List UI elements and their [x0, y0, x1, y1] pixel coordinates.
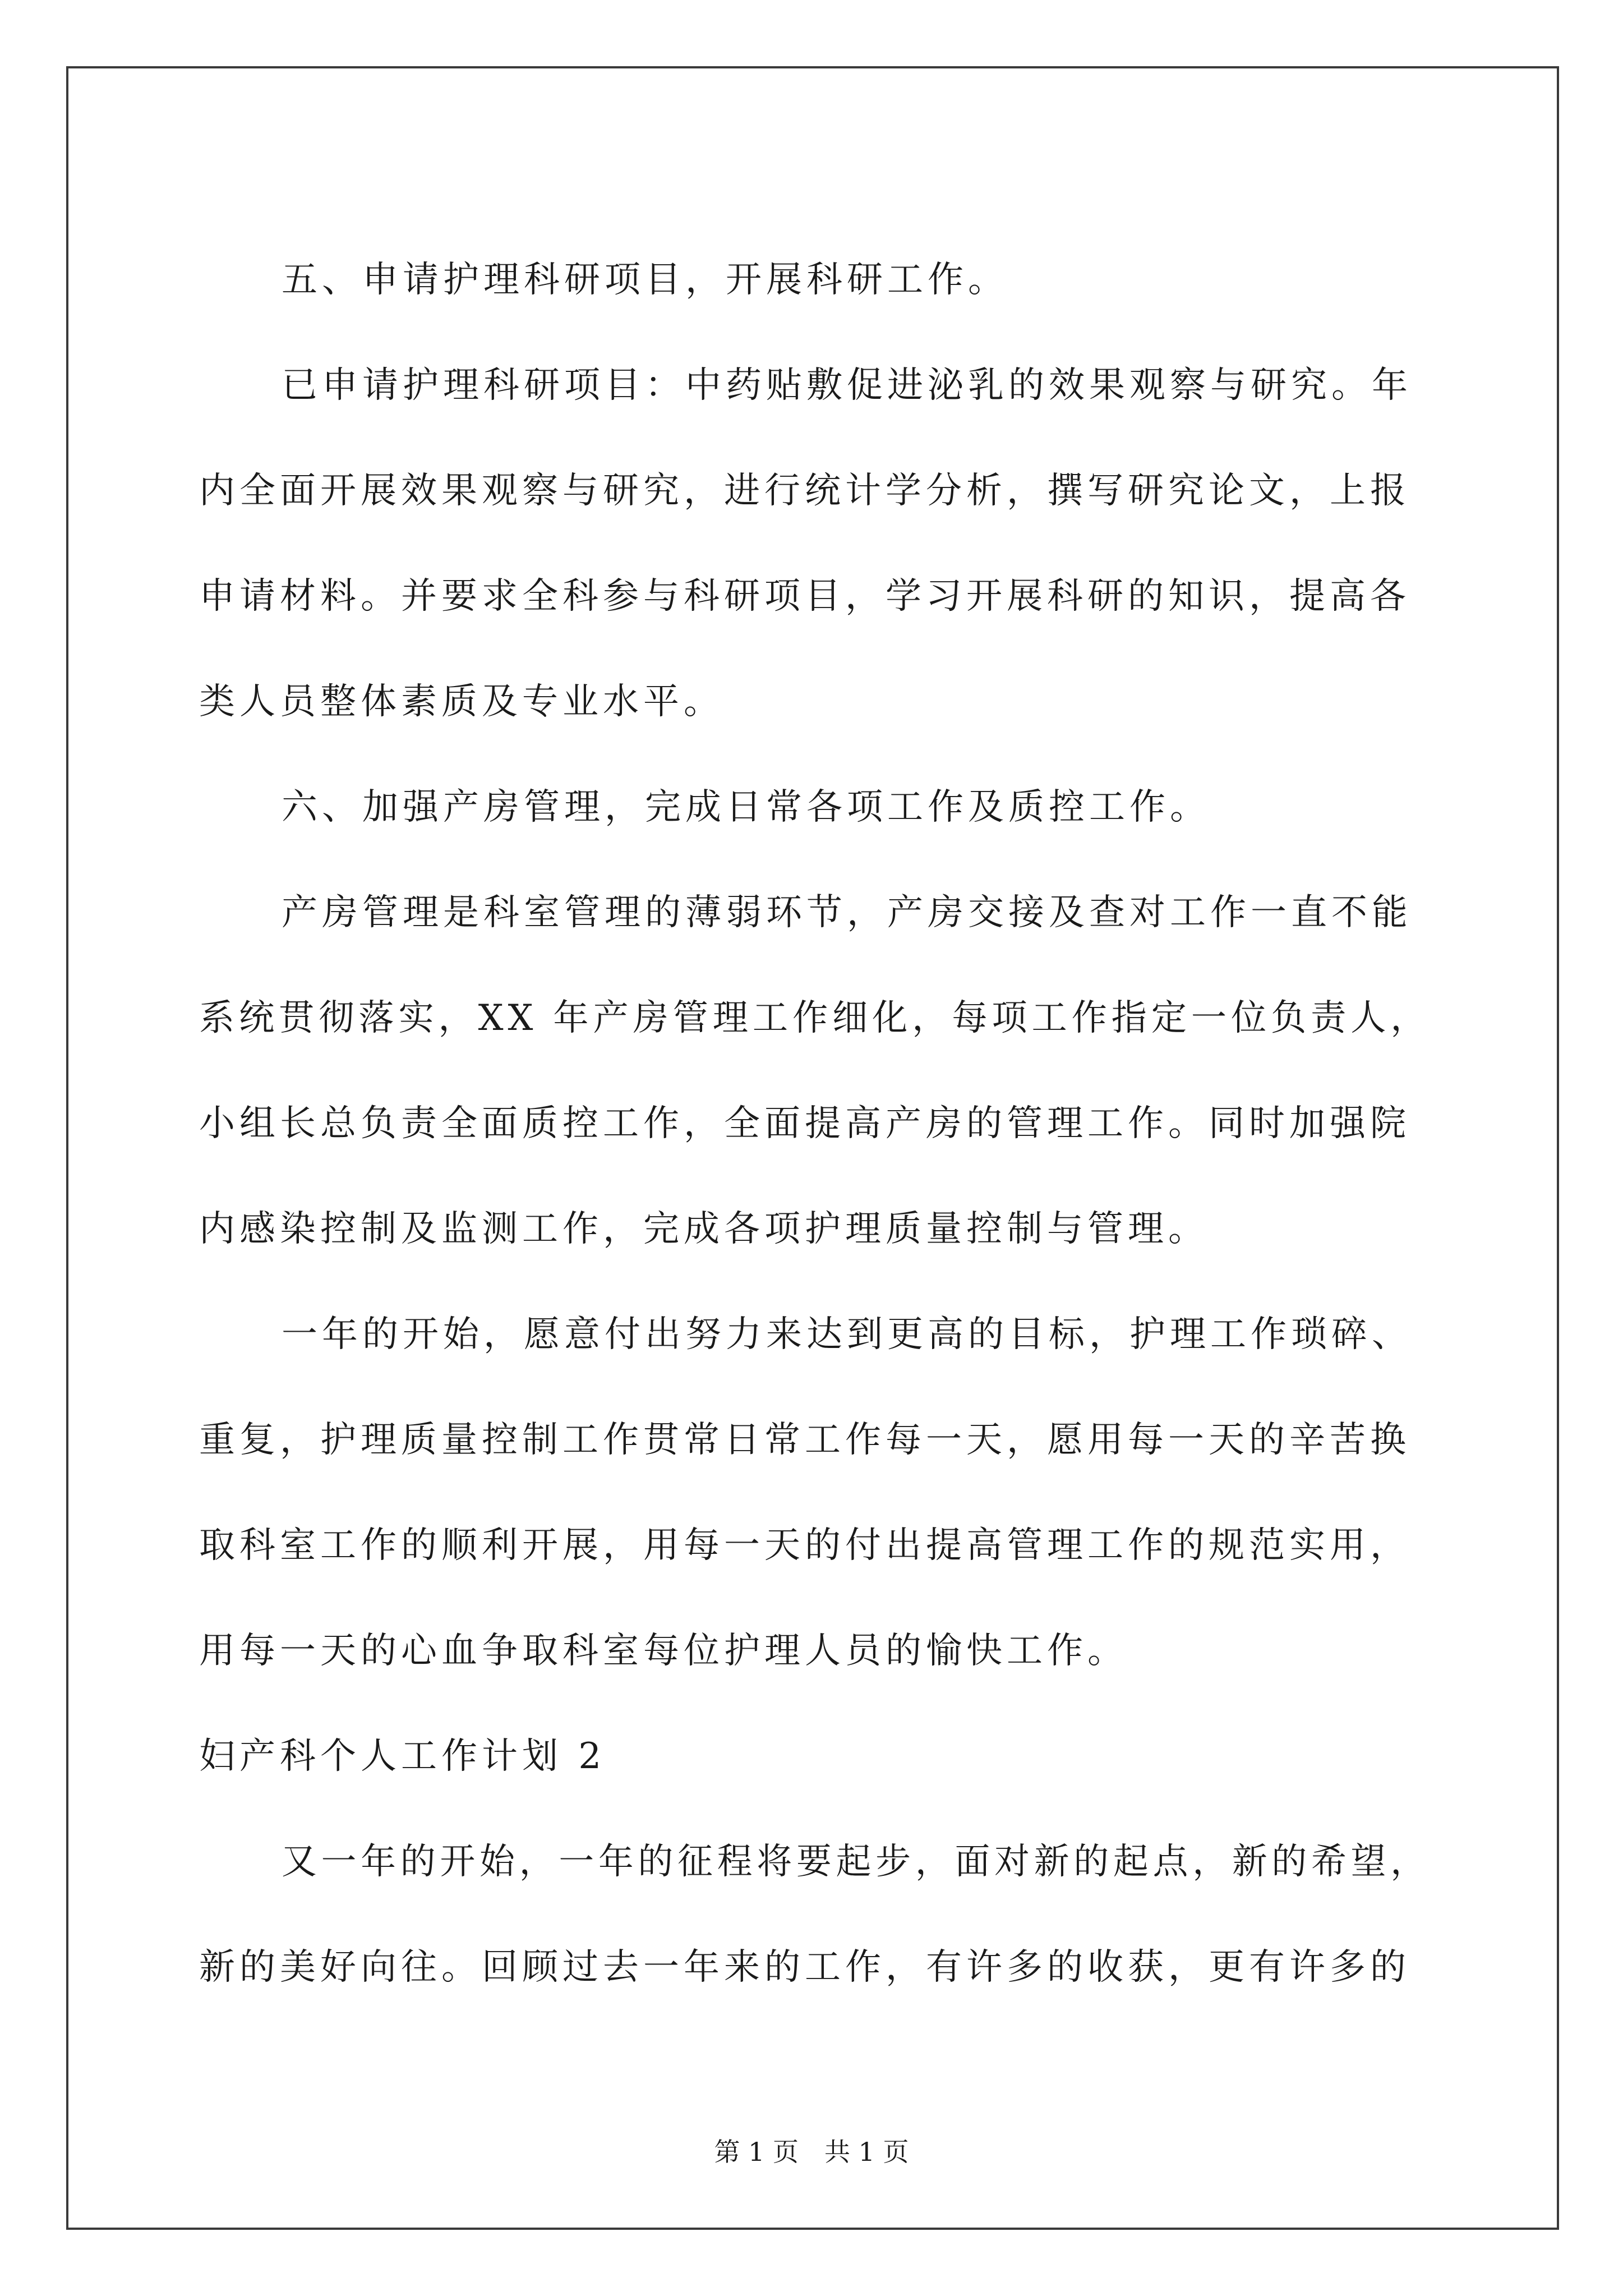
- paragraph-line: [199, 544, 1430, 649]
- line-text: 六、加强产房管理，完成日常各项工作及质控工作。: [282, 786, 1210, 828]
- line-text: 系统贯彻落实，XX 年产房管理工作细化，每项工作指定一位负责人，: [199, 997, 1431, 1039]
- paragraph-line: [199, 754, 1430, 860]
- paragraph-line: [199, 1493, 1430, 1598]
- paragraph-line: [199, 333, 1430, 438]
- line-text: 新的美好向往。回顾过去一年来的工作，有许多的收获，更有许多的: [199, 1947, 1410, 1988]
- line-text: 已申请护理科研项目：中药贴敷促进泌乳的效果观察与研究。年: [282, 365, 1412, 406]
- paragraph-line: [199, 860, 1430, 965]
- line-text: 小组长总负责全面质控工作，全面提高产房的管理工作。同时加强院: [199, 1103, 1410, 1144]
- line-text: 五、申请护理科研项目，开展科研工作。: [282, 259, 1008, 301]
- line-text: 一年的开始，愿意付出努力来达到更高的目标，护理工作琐碎、: [282, 1314, 1412, 1355]
- heading-text: 妇产科个人工作计划 2: [199, 1736, 606, 1777]
- paragraph-line: [199, 1598, 1430, 1704]
- line-text: 用每一天的心血争取科室每位护理人员的愉快工作。: [199, 1630, 1128, 1672]
- line-text: 申请材料。并要求全科参与科研项目，学习开展科研的知识，提高各: [199, 576, 1410, 617]
- paragraph-line: [199, 1282, 1430, 1387]
- line-text: 内全面开展效果观察与研究，进行统计学分析，撰写研究论文，上报: [199, 470, 1410, 512]
- paragraph-line: [199, 1915, 1430, 2020]
- line-text: 产房管理是科室管理的薄弱环节，产房交接及查对工作一直不能: [282, 892, 1412, 933]
- paragraph-line: [199, 227, 1430, 333]
- page-number: 第 1 页: [714, 2137, 799, 2167]
- paragraph-line: [199, 1387, 1430, 1493]
- page-footer: [0, 2135, 1623, 2169]
- document-body: [199, 227, 1430, 2020]
- paragraph-line: [199, 965, 1430, 1071]
- line-text: 又一年的开始，一年的征程将要起步，面对新的起点，新的希望，: [282, 1841, 1430, 1883]
- page-total: 共 1 页: [824, 2137, 909, 2167]
- section-heading: [199, 1704, 1430, 1809]
- paragraph-line: [199, 1809, 1430, 1915]
- line-text: 类人员整体素质及专业水平。: [199, 681, 724, 723]
- paragraph-line: [199, 649, 1430, 754]
- line-text: 重复，护理质量控制工作贯常日常工作每一天，愿用每一天的辛苦换: [199, 1419, 1410, 1461]
- paragraph-line: [199, 1071, 1430, 1176]
- line-text: 取科室工作的顺利开展，用每一天的付出提高管理工作的规范实用，: [199, 1525, 1410, 1566]
- line-text: 内感染控制及监测工作，完成各项护理质量控制与管理。: [199, 1208, 1209, 1250]
- paragraph-line: [199, 1176, 1430, 1282]
- paragraph-line: [199, 438, 1430, 544]
